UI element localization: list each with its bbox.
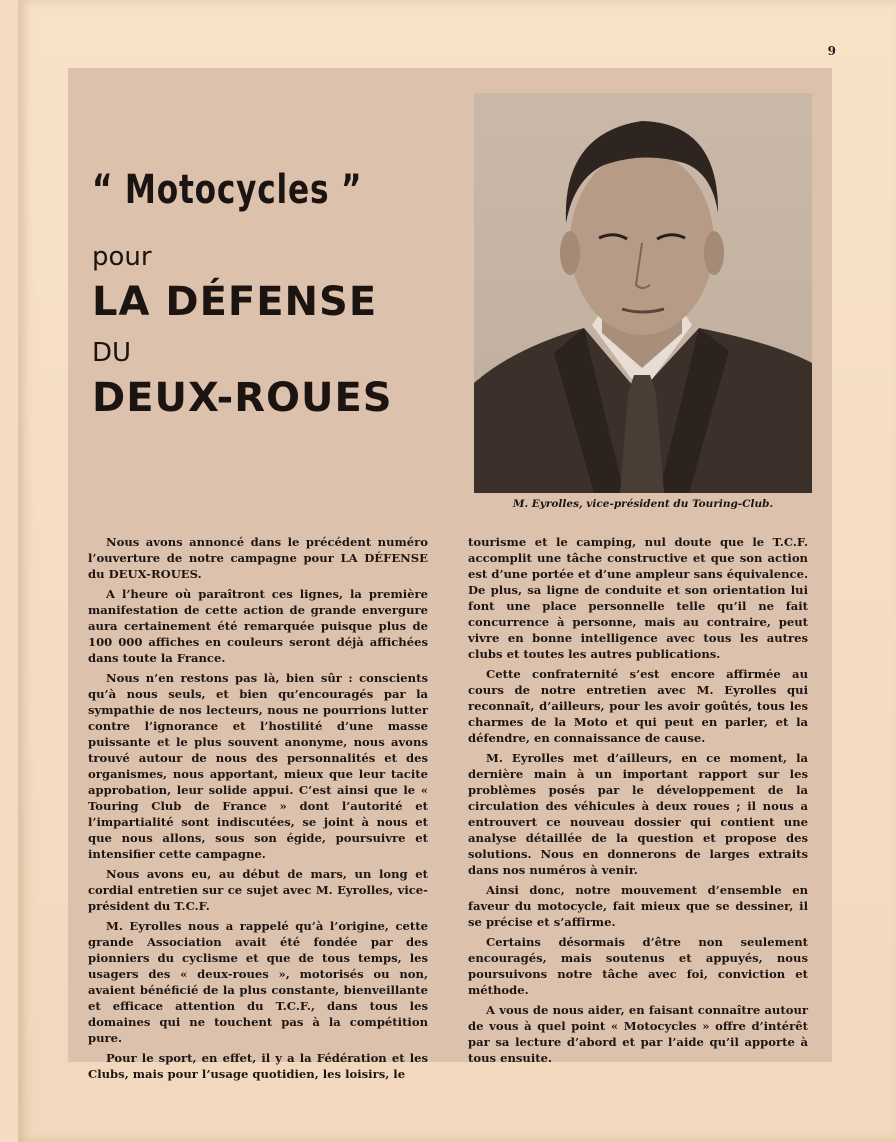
portrait-illustration [474,93,812,493]
title-la-defense: LA DÉFENSE [92,279,378,325]
paragraph: Cette confraternité s’est encore affirmée au cours de notre entretien avec M. Eyrolles qui reconnaît, d’ailleurs, pour les avoir goûtés, tous les charmes de la Moto et qui peut en parler, et la défendre, en connaissance de cause. [468,667,808,745]
title-deux-roues: DEUX-ROUES [92,375,393,421]
article-column-left [88,534,428,1086]
paragraph: M. Eyrolles met d’ailleurs, en ce moment, la dernière main à un important rapport sur les problèmes posés par le développement de la circulation des véhicules à deux roues ; il nous a entrouvert ce nouveau dossier qui contient une analyse détaillée de la question et propose des solutions. Nous en donnerons de larges extraits dans nos numéros à venir. [468,751,808,877]
paragraph: M. Eyrolles nous a rappelé qu’à l’origine, cette grande Association avait été fondée par des pionniers du cyclisme et que de tous temps, les usagers des « deux-roues », motorisés ou non, avaient bénéficié de la plus constante, bienveillante et efficace attention du T.C.F., dans tous les domaines qui ne touchent pas à la compétition pure. [88,919,428,1045]
paragraph: A vous de nous aider, en faisant connaître autour de vous à quel point « Motocycles » offre d’intérêt par sa lecture d’abord et par l’aide qu’il apporte à tous ensuite. [468,1003,808,1065]
title-motocycles: “ Motocycles ” [92,167,363,213]
paragraph: Ainsi donc, notre mouvement d’ensemble en faveur du motocycle, fait mieux que se dessiner, il se précise et s’affirme. [468,883,808,929]
paragraph-continued: tourisme et le camping, nul doute que le T.C.F. accomplit une tâche constructive et que son action est d’une portée et d’une ampleur sans équivalence. De plus, sa ligne de conduite et son orientation lui font une place personnelle telle qu’il ne fait concurrence à personne, mais au contraire, peut vivre en bonne intelligence avec tous les autres clubs et toutes les autres publications. [468,535,808,661]
paragraph: A l’heure où paraîtront ces lignes, la première manifestation de cette action de grande envergure aura certainement été remarquée puisque plus de 100 000 affiches en couleurs seront déjà affichées dans toute la France. [88,587,428,665]
paragraph: Nous n’en restons pas là, bien sûr : conscients qu’à nous seuls, et bien qu’encouragés par la sympathie de nos lecteurs, nous ne pourrions lutter contre l’ignorance et l’hostilité d’une masse puissante et le plus souvent anonyme, nous avons trouvé autour de nous des personnalités et des organismes, nous apportant, mieux que leur tacite approbation, leur solide appui. C’est ainsi que le « Touring Club de France » dont l’autorité et l’impartialité sont indiscutées, se joint à nous et que nous allons, sous son égide, poursuivre et intensifier cette campagne. [88,671,428,861]
page-number: 9 [827,44,836,58]
title-du: DU [92,338,132,368]
title-pour: pour [92,242,152,272]
photo-caption: M. Eyrolles, vice-président du Touring-Club. [512,498,774,510]
article-column-right [468,534,808,1070]
paragraph: Nous avons annoncé dans le précédent numéro l’ouverture de notre campagne pour LA DÉFENSE du DEUX-ROUES. [88,535,428,581]
paragraph: Nous avons eu, au début de mars, un long et cordial entretien sur ce sujet avec M. Eyrolles, vice-président du T.C.F. [88,867,428,913]
paragraph: Certains désormais d’être non seulement encouragés, mais soutenus et appuyés, nous poursuivons notre tâche avec foi, conviction et méthode. [468,935,808,997]
portrait-photo [474,93,812,493]
paragraph: Pour le sport, en effet, il y a la Fédération et les Clubs, mais pour l’usage quotidien, les loisirs, le [88,1051,428,1081]
article-title [92,150,462,422]
